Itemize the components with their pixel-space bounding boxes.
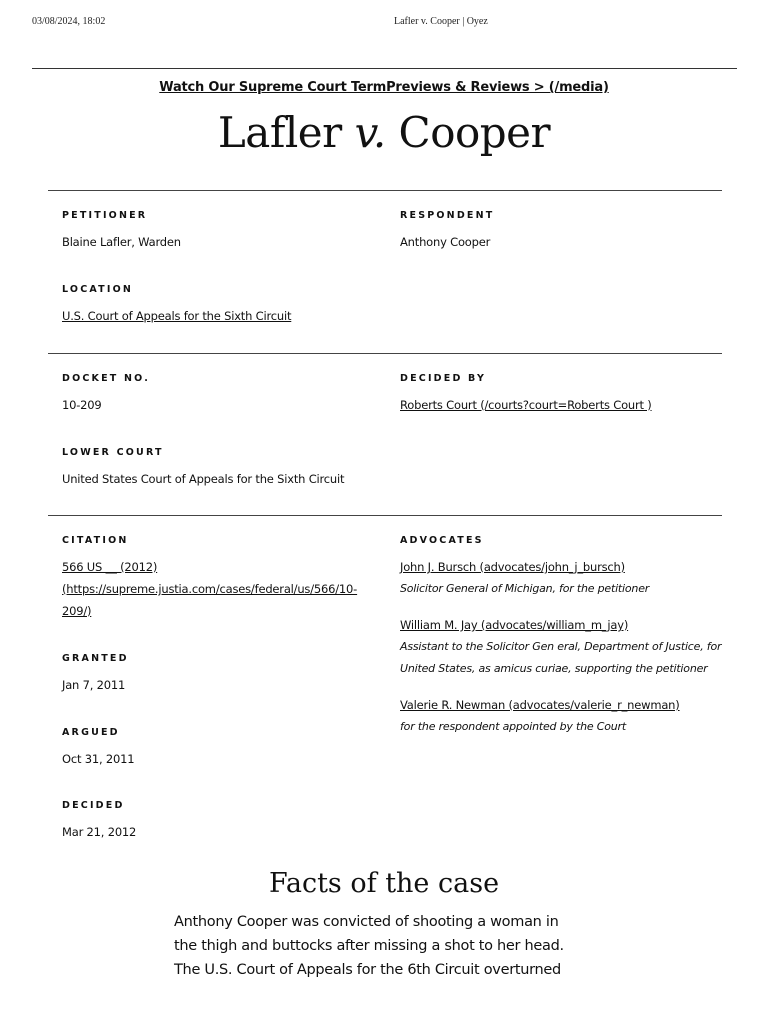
docket-label: DOCKET NO.: [62, 373, 150, 384]
docket-field: [62, 373, 150, 416]
location-link[interactable]: U.S. Court of Appeals for the Sixth Circuit: [62, 309, 292, 323]
facts-line: The U.S. Court of Appeals for the 6th Circuit overturned: [174, 962, 561, 978]
advocate-entry: [400, 694, 730, 738]
case-title-petitioner: Lafler: [217, 108, 355, 157]
decided-by-label: DECIDED BY: [400, 373, 487, 384]
lower-court-label: LOWER COURT: [62, 447, 164, 458]
argued-label: ARGUED: [62, 727, 120, 738]
advocate-link[interactable]: Valerie R. Newman (advocates/valerie_r_newman): [400, 698, 680, 712]
granted-field: [62, 653, 129, 696]
case-title: [0, 108, 768, 157]
advocate-link[interactable]: John J. Bursch (advocates/john_j_bursch): [400, 560, 625, 574]
argued-field: [62, 727, 134, 770]
location-label: LOCATION: [62, 284, 134, 295]
petitioner-field: [62, 210, 181, 253]
case-title-respondent: Cooper: [385, 108, 551, 157]
section-divider: [48, 190, 722, 191]
advocates-label: ADVOCATES: [400, 535, 484, 546]
print-datetime: 03/08/2024, 18:02: [32, 16, 106, 27]
granted-label: GRANTED: [62, 653, 129, 664]
citation-field: [62, 535, 382, 622]
citation-link[interactable]: [62, 556, 382, 622]
advocate-role: for the respondent appointed by the Court: [400, 720, 626, 733]
advocate-link[interactable]: William M. Jay (advocates/william_m_jay): [400, 618, 629, 632]
location-field: [62, 284, 291, 327]
advocate-role: United States, as amicus curiae, supporting the petitioner: [400, 662, 708, 675]
case-title-versus: v.: [354, 108, 386, 157]
facts-line: the thigh and buttocks after missing a shot to her head.: [174, 938, 564, 954]
decided-field: [62, 800, 136, 843]
term-previews-banner-link[interactable]: Watch Our Supreme Court TermPreviews & Reviews > (/media): [159, 80, 609, 95]
print-page-title: Lafler v. Cooper | Oyez: [394, 16, 488, 27]
granted-value: Jan 7, 2011: [62, 678, 126, 692]
advocate-entry: [400, 614, 730, 680]
advocate-entry: [400, 556, 730, 600]
facts-heading: Facts of the case: [268, 868, 500, 899]
lower-court-field: [62, 447, 344, 490]
advocate-role: Solicitor General of Michigan, for the petitioner: [400, 582, 650, 595]
respondent-label: RESPONDENT: [400, 210, 495, 221]
section-divider: [48, 515, 722, 516]
petitioner-value: Blaine Lafler, Warden: [62, 235, 181, 249]
advocate-role: Assistant to the Solicitor Gen eral, Department of Justice, for: [400, 640, 722, 653]
lower-court-value: United States Court of Appeals for the Sixth Circuit: [62, 472, 345, 486]
citation-line: (https://supreme.justia.com/cases/federal/us/566/10-: [62, 582, 358, 596]
facts-line: Anthony Cooper was convicted of shooting a woman in: [174, 914, 559, 930]
decided-by-link[interactable]: Roberts Court (/courts?court=Roberts Court ): [400, 398, 652, 412]
respondent-value: Anthony Cooper: [400, 235, 491, 249]
advocates-field: [400, 535, 730, 738]
argued-value: Oct 31, 2011: [62, 752, 135, 766]
docket-value: 10-209: [62, 398, 102, 412]
citation-line: 566 US __ (2012): [62, 560, 158, 574]
decided-by-field: [400, 373, 652, 416]
respondent-field: [400, 210, 494, 253]
decided-value: Mar 21, 2012: [62, 825, 137, 839]
section-divider: [48, 353, 722, 354]
petitioner-label: PETITIONER: [62, 210, 148, 221]
decided-label: DECIDED: [62, 800, 125, 811]
top-divider: [32, 68, 737, 69]
facts-body: [174, 910, 594, 982]
citation-line: 209/): [62, 604, 92, 618]
citation-label: CITATION: [62, 535, 129, 546]
